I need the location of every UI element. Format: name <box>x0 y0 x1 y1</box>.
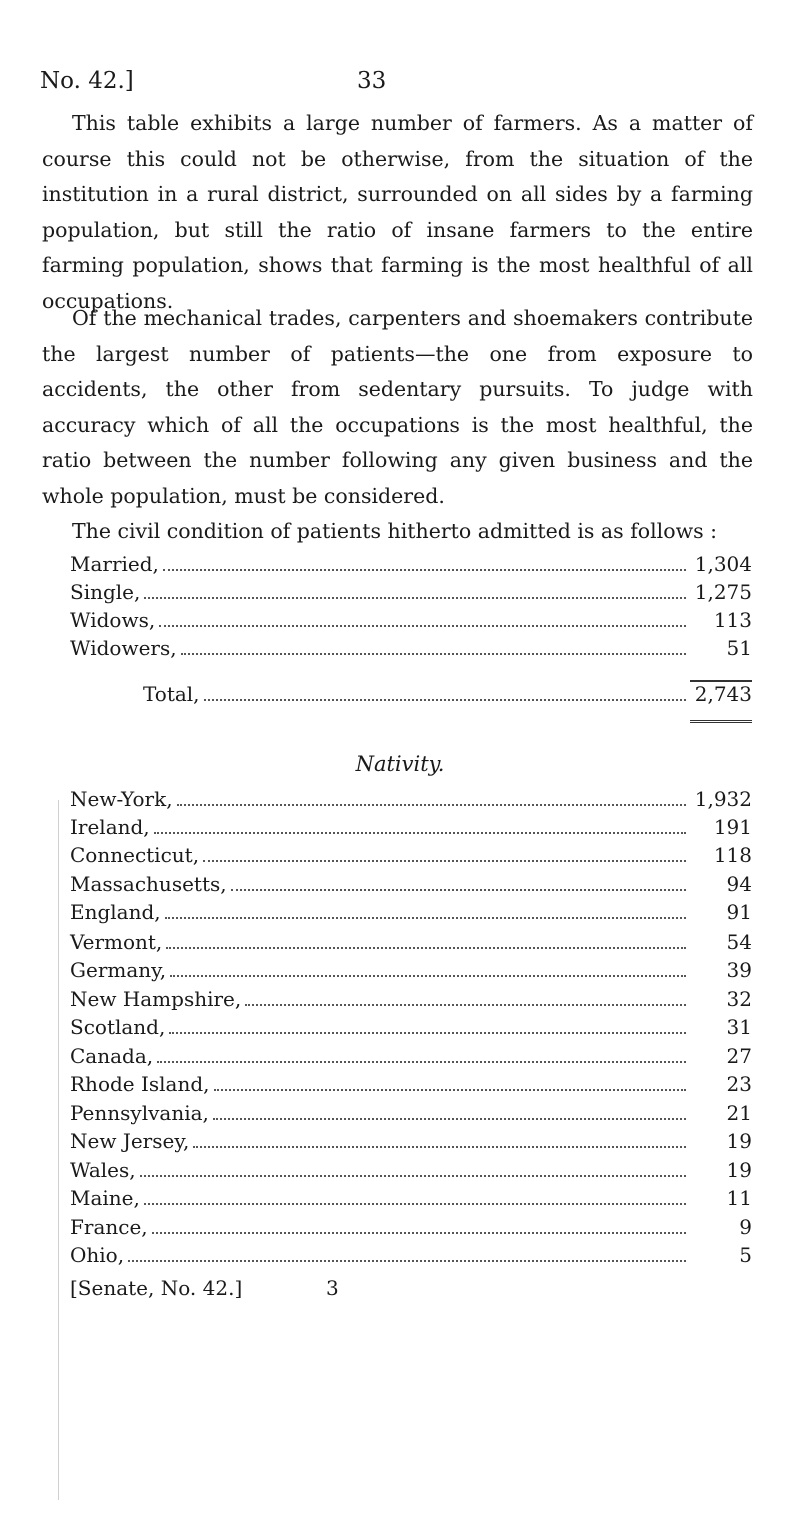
row-value: 1,275 <box>694 580 752 604</box>
dot-leader <box>204 699 686 701</box>
dot-leader <box>159 625 686 627</box>
paragraph-mechanical-trades: Of the mechanical trades, carpenters and shoemakers contribute the largest number of patients—the one from exposure to accidents, the other from sedentary pursuits. To judge with accuracy which of all the occupations is the most healthful, the ratio between the number following any given business and the whole population, must be considered. <box>42 306 753 508</box>
dot-leader <box>177 804 686 806</box>
row-value: 91 <box>726 900 752 924</box>
nativity-row <box>70 787 752 817</box>
row-value: 31 <box>726 1015 752 1039</box>
dot-leader <box>193 1146 686 1148</box>
nativity-row <box>70 1158 752 1188</box>
dot-leader <box>140 1175 686 1177</box>
civil-row-married <box>70 552 752 582</box>
row-label: Widows, <box>70 608 156 632</box>
row-label: New Jersey, <box>70 1129 190 1153</box>
row-value: 118 <box>713 843 752 867</box>
row-label: Married, <box>70 552 159 576</box>
signature-mark: [Senate, No. 42.] <box>70 1276 243 1300</box>
civil-row-widows <box>70 608 752 638</box>
nativity-row <box>70 900 752 930</box>
row-value: 113 <box>713 608 752 632</box>
nativity-row <box>70 815 752 845</box>
dot-leader <box>144 597 686 599</box>
row-label: Ohio, <box>70 1243 125 1267</box>
binding-margin-line <box>58 800 59 1500</box>
dot-leader <box>245 1004 686 1006</box>
row-value: 19 <box>726 1129 752 1153</box>
dot-leader <box>128 1260 686 1262</box>
total-label: Total, <box>143 682 200 706</box>
row-value: 1,304 <box>694 552 752 576</box>
row-value: 21 <box>726 1101 752 1125</box>
nativity-heading: Nativity. <box>355 752 445 776</box>
dot-leader <box>213 1118 686 1120</box>
row-value: 94 <box>726 872 752 896</box>
row-label: France, <box>70 1215 148 1239</box>
row-label: Vermont, <box>70 930 163 954</box>
row-label: Pennsylvania, <box>70 1101 209 1125</box>
row-label: Scotland, <box>70 1015 166 1039</box>
nativity-row <box>70 1072 752 1102</box>
dot-leader <box>152 1232 686 1234</box>
dot-leader <box>165 917 686 919</box>
sheet-number: 3 <box>326 1276 339 1300</box>
paragraph-farmers: This table exhibits a large number of farmers. As a matter of course this could not be otherwise, from the situation of the institution in a rural district, surrounded on all sides by a farming population, but still the ratio of insane farmers to the entire farming population, shows that farming is the most healthful of all occupations. <box>42 111 753 313</box>
row-label: Ireland, <box>70 815 150 839</box>
total-value: 2,743 <box>694 682 752 706</box>
dot-leader <box>231 889 686 891</box>
dot-leader <box>214 1089 686 1091</box>
dot-leader <box>166 947 686 949</box>
dot-leader <box>157 1061 686 1063</box>
dot-leader <box>169 1032 686 1034</box>
row-label: Maine, <box>70 1186 140 1210</box>
dot-leader <box>144 1203 686 1205</box>
row-value: 1,932 <box>694 787 752 811</box>
paragraph-civil-condition-intro: The civil condition of patients hitherto admitted is as follows : <box>72 519 718 543</box>
row-label: England, <box>70 900 161 924</box>
nativity-row <box>70 872 752 902</box>
dot-leader <box>181 653 686 655</box>
page-footer <box>70 1276 470 1300</box>
row-label: Germany, <box>70 958 167 982</box>
nativity-row <box>70 930 752 960</box>
dot-leader <box>154 832 686 834</box>
dot-leader <box>163 569 686 571</box>
nativity-row <box>70 843 752 873</box>
row-value: 54 <box>726 930 752 954</box>
row-value: 39 <box>726 958 752 982</box>
civil-row-widowers <box>70 636 752 666</box>
row-label: Rhode Island, <box>70 1072 210 1096</box>
row-value: 11 <box>726 1186 752 1210</box>
row-label: Massachusetts, <box>70 872 227 896</box>
row-value: 19 <box>726 1158 752 1182</box>
civil-row-single <box>70 580 752 610</box>
row-label: Wales, <box>70 1158 136 1182</box>
row-value: 32 <box>726 987 752 1011</box>
total-double-rule <box>690 720 752 726</box>
row-label: New Hampshire, <box>70 987 242 1011</box>
nativity-row <box>70 1186 752 1216</box>
row-value: 51 <box>726 636 752 660</box>
civil-row-total <box>143 682 752 712</box>
page-header <box>40 68 740 108</box>
row-value: 27 <box>726 1044 752 1068</box>
nativity-row <box>70 1015 752 1045</box>
nativity-row <box>70 1129 752 1159</box>
dot-leader <box>170 975 686 977</box>
row-label: Widowers, <box>70 636 177 660</box>
nativity-row <box>70 987 752 1017</box>
row-value: 191 <box>713 815 752 839</box>
row-value: 23 <box>726 1072 752 1096</box>
nativity-row <box>70 1243 752 1273</box>
row-label: Connecticut, <box>70 843 200 867</box>
dot-leader <box>203 860 686 862</box>
row-label: Canada, <box>70 1044 154 1068</box>
nativity-row <box>70 1101 752 1131</box>
row-value: 5 <box>739 1243 752 1267</box>
page-number: 33 <box>357 68 387 94</box>
row-value: 9 <box>739 1215 752 1239</box>
nativity-row <box>70 958 752 988</box>
document-number: No. 42.] <box>40 68 134 94</box>
nativity-row <box>70 1044 752 1074</box>
row-label: New-York, <box>70 787 173 811</box>
nativity-row <box>70 1215 752 1245</box>
row-label: Single, <box>70 580 141 604</box>
